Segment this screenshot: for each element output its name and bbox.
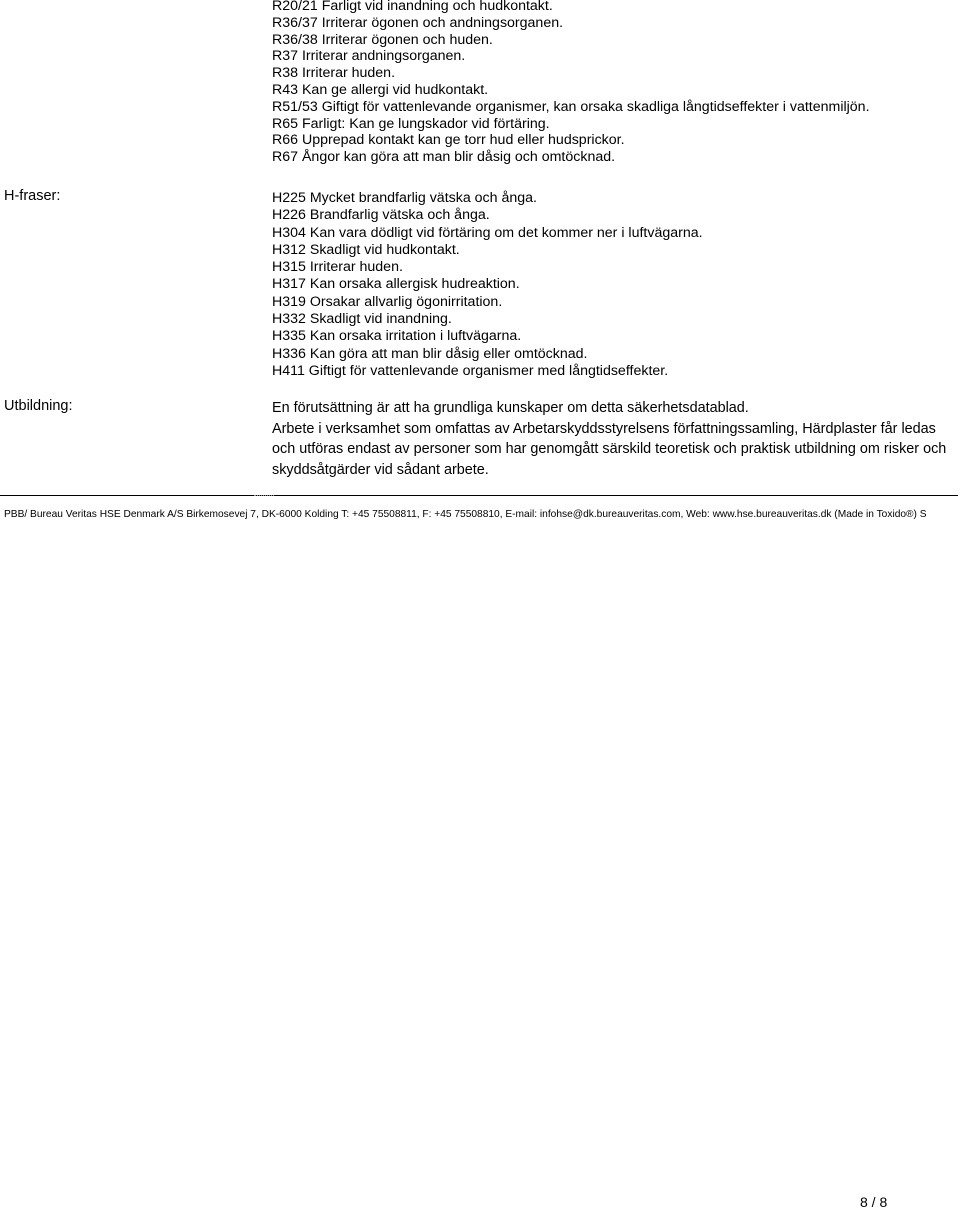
r-phrases-list: [272, 0, 870, 166]
training-paragraph: Arbete i verksamhet som omfattas av Arbetarskyddsstyrelsens författningssamling, Härdplaster får ledas och utföras endast av personer som har genomgått särskild teoretisk och praktisk utbildning om risker och skyddsåtgärder vid sådant arbete.: [272, 420, 947, 478]
h-phrase: H317 Kan orsaka allergisk hudreaktion.: [272, 276, 520, 293]
h-phrase: H319 Orsakar allvarlig ögonirritation.: [272, 293, 503, 310]
training-label: Utbildning:: [4, 398, 73, 414]
h-phrase: H332 Skadligt vid inandning.: [272, 311, 452, 328]
h-phrase: H225 Mycket brandfarlig vätska och ånga.: [272, 190, 537, 206]
r-phrase: R36/38 Irriterar ögonen och huden.: [272, 31, 493, 48]
r-phrase: R36/37 Irriterar ögonen och andningsorganen.: [272, 14, 564, 31]
r-phrase: R67 Ångor kan göra att man blir dåsig och omtöcknad.: [272, 149, 616, 166]
h-phrase: H336 Kan göra att man blir dåsig eller omtöcknad.: [272, 345, 588, 362]
r-phrase: R43 Kan ge allergi vid hudkontakt.: [272, 81, 489, 98]
training-text: [272, 398, 956, 480]
r-phrase: R20/21 Farligt vid inandning och hudkontakt.: [272, 0, 553, 14]
page-number: 8 / 8: [860, 1194, 888, 1210]
h-phrase: H226 Brandfarlig vätska och ånga.: [272, 207, 490, 224]
r-phrase: R66 Upprepad kontakt kan ge torr hud eller hudsprickor.: [272, 132, 625, 149]
footer-divider: [0, 495, 958, 496]
r-phrase: R37 Irriterar andningsorganen.: [272, 48, 466, 65]
h-phrase: H411 Giftigt för vattenlevande organismer med långtidseffekter.: [272, 362, 669, 379]
footer-text: PBB/ Bureau Veritas HSE Denmark A/S Birkemosevej 7, DK-6000 Kolding T: +45 75508811, F: +45 75508810, E-mail: infohse@dk.bureauveritas.com, Web: www.hse.bureauveritas.dk (Made in Toxido®) S: [4, 509, 927, 520]
h-phrases-list: [272, 190, 703, 380]
h-phrase: H304 Kan vara dödligt vid förtäring om det kommer ner i luftvägarna.: [272, 224, 703, 241]
h-phrase: H315 Irriterar huden.: [272, 259, 403, 276]
training-paragraph: En förutsättning är att ha grundliga kunskaper om detta säkerhetsdatablad.: [272, 400, 749, 416]
h-phrases-label: H-fraser:: [4, 188, 61, 204]
h-phrase: H335 Kan orsaka irritation i luftvägarna.: [272, 328, 522, 345]
h-phrase: H312 Skadligt vid hudkontakt.: [272, 241, 460, 258]
footer-divider-tick: [254, 495, 274, 496]
r-phrase: R65 Farligt: Kan ge lungskador vid förtäring.: [272, 115, 550, 132]
r-phrase: R51/53 Giftigt för vattenlevande organismer, kan orsaka skadliga långtidseffekter i vattenmiljön.: [272, 98, 870, 115]
r-phrase: R38 Irriterar huden.: [272, 65, 396, 82]
